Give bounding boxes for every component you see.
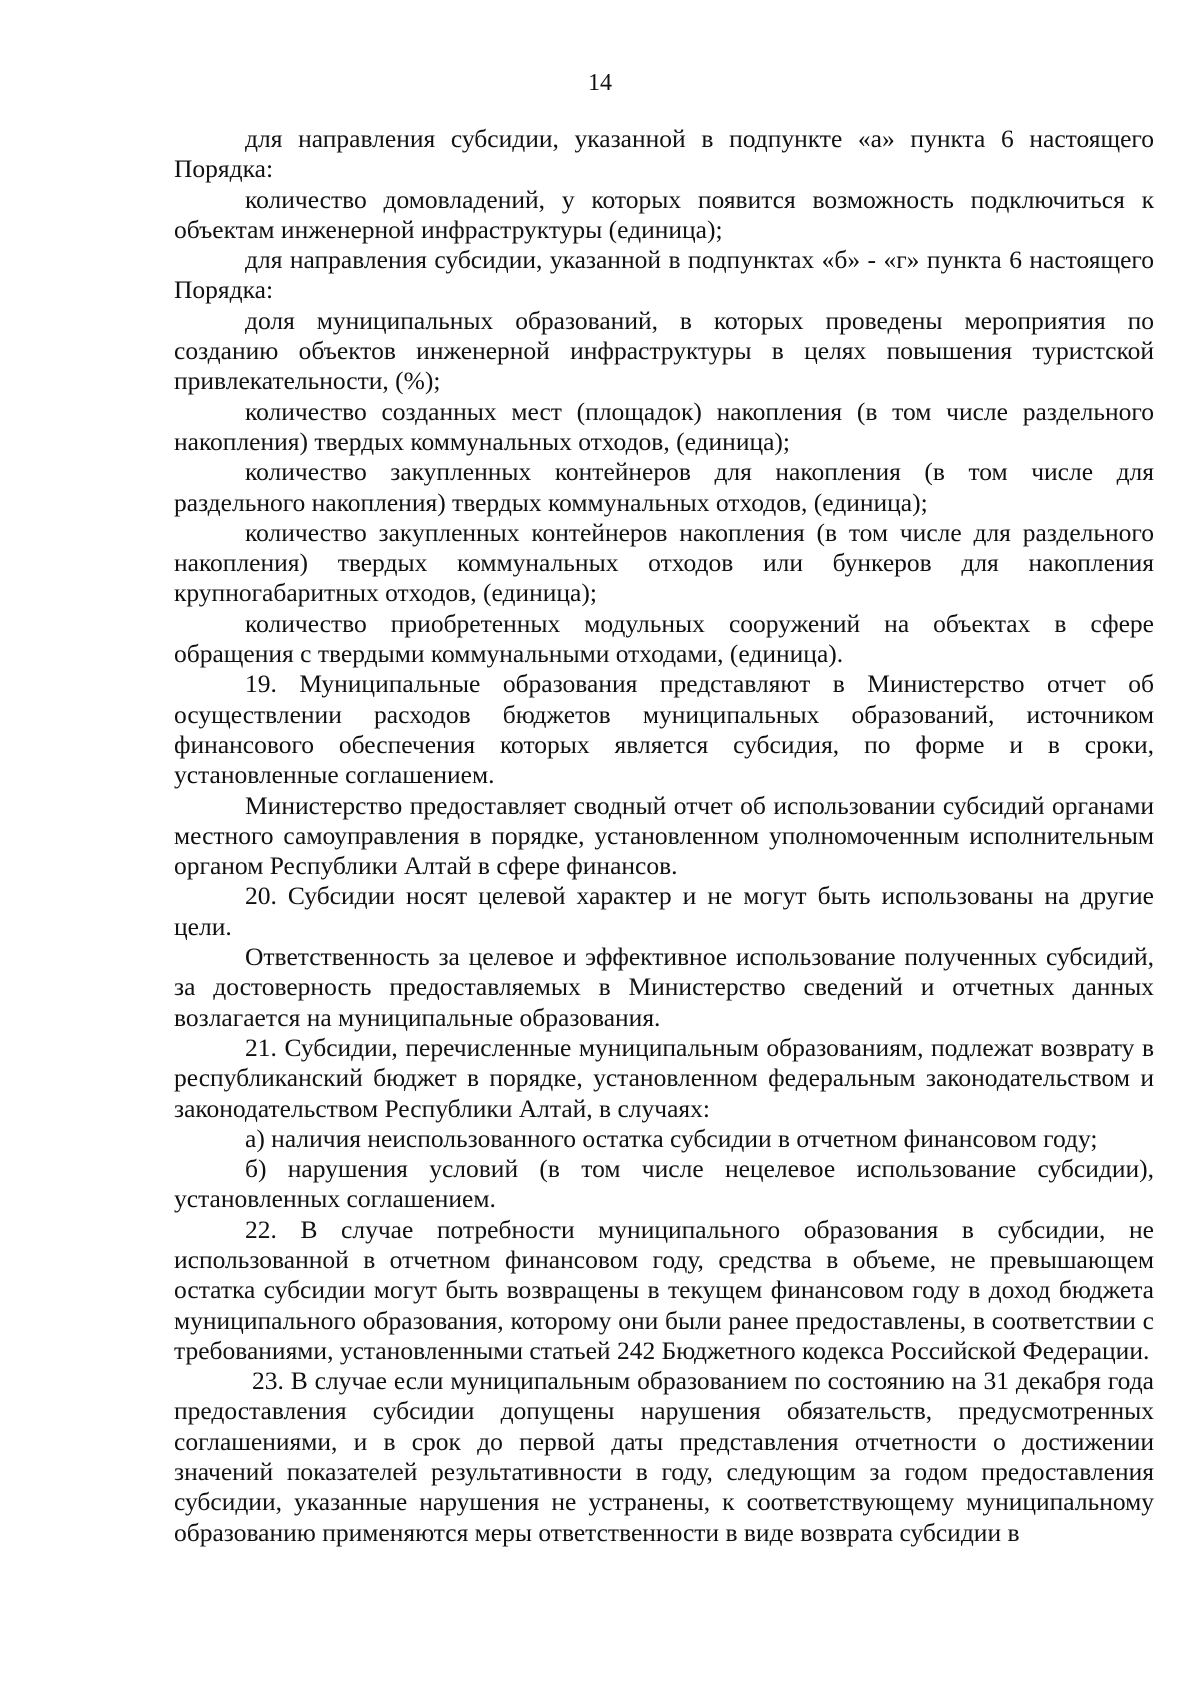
paragraph-containers-bunkers-indicator: количество закупленных контейнеров накопления (в том числе для раздельного накопления) твердых коммунальных отходов или бункеров для накопления крупногабаритных отходов, (единица); <box>174 517 1154 608</box>
paragraph-item-21-a: а) наличия неиспользованного остатка субсидии в отчетном финансовом году; <box>245 1123 1098 1153</box>
paragraph-modular-structures-indicator: количество приобретенных модульных сооружений на объектах в сфере обращения с твердыми коммунальными отходами, (единица). <box>174 608 1154 669</box>
paragraph-municipal-share-indicator: доля муниципальных образований, в которых проведены мероприятия по созданию объектов инженерной инфраструктуры в целях повышения туристской привлекательности, (%); <box>174 305 1154 396</box>
document-body <box>174 124 1154 1548</box>
paragraph-direction-b-g-heading: для направления субсидии, указанной в подпунктах «б» - «г» пункта 6 настоящего Порядка: <box>174 245 1154 305</box>
paragraph-accumulation-sites-indicator: количество созданных мест (площадок) накопления (в том числе раздельного накопления) твердых коммунальных отходов, (единица); <box>174 396 1154 456</box>
page-number: 14 <box>588 70 612 96</box>
paragraph-containers-indicator: количество закупленных контейнеров для накопления (в том числе для раздельного накопления) твердых коммунальных отходов, (единица); <box>174 457 1154 517</box>
paragraph-item-20: 20. Субсидии носят целевой характер и не могут быть использованы на другие цели. <box>174 881 1154 941</box>
paragraph-direction-a-heading: для направления субсидии, указанной в подпункте «а» пункта 6 настоящего Порядка: <box>174 124 1154 184</box>
paragraph-responsibility: Ответственность за целевое и эффективное использование полученных субсидий, за достоверность предоставляемых в Министерство сведений и отчетных данных возлагается на муниципальные образования. <box>174 942 1154 1032</box>
paragraph-item-23: 23. В случае если муниципальным образованием по состоянию на 31 декабря года предоставления субсидии допущены нарушения обязательств, предусмотренных соглашениями, и в срок до первой даты представления отчетности о достижении значений показателей результативности в году, следующим за годом предоставления субсидии, указанные нарушения не устранены, к соответствующему муниципальному образованию применяются меры ответственности в виде возврата субсидии в <box>174 1366 1154 1547</box>
paragraph-households-indicator: количество домовладений, у которых появится возможность подключиться к объектам инженерной инфраструктуры (единица); <box>174 184 1154 244</box>
paragraph-item-21: 21. Субсидии, перечисленные муниципальным образованиям, подлежат возврату в республиканский бюджет в порядке, установленном федеральным законодательством и законодательством Республики Алтай, в случаях: <box>174 1032 1154 1123</box>
paragraph-item-21-b: б) нарушения условий (в том числе нецелевое использование субсидии), установленных соглашением. <box>174 1154 1154 1214</box>
paragraph-item-19: 19. Муниципальные образования представляют в Министерство отчет об осуществлении расходов бюджетов муниципальных образований, источником финансового обеспечения которых является субсидия, по форме и в сроки, установленные соглашением. <box>174 669 1154 790</box>
paragraph-ministry-summary-report: Министерство предоставляет сводный отчет об использовании субсидий органами местного самоуправления в порядке, установленном уполномоченным исполнительным органом Республики Алтай в сфере финансов. <box>174 790 1154 881</box>
paragraph-item-22: 22. В случае потребности муниципального образования в субсидии, не использованной в отчетном финансовом году, средства в объеме, не превышающем остатка субсидии могут быть возвращены в текущем финансовом году в доход бюджета муниципального образования, которому они были ранее предоставлены, в соответствии с требованиями, установленными статьей 242 Бюджетного кодекса Российской Федерации. <box>174 1214 1154 1365</box>
